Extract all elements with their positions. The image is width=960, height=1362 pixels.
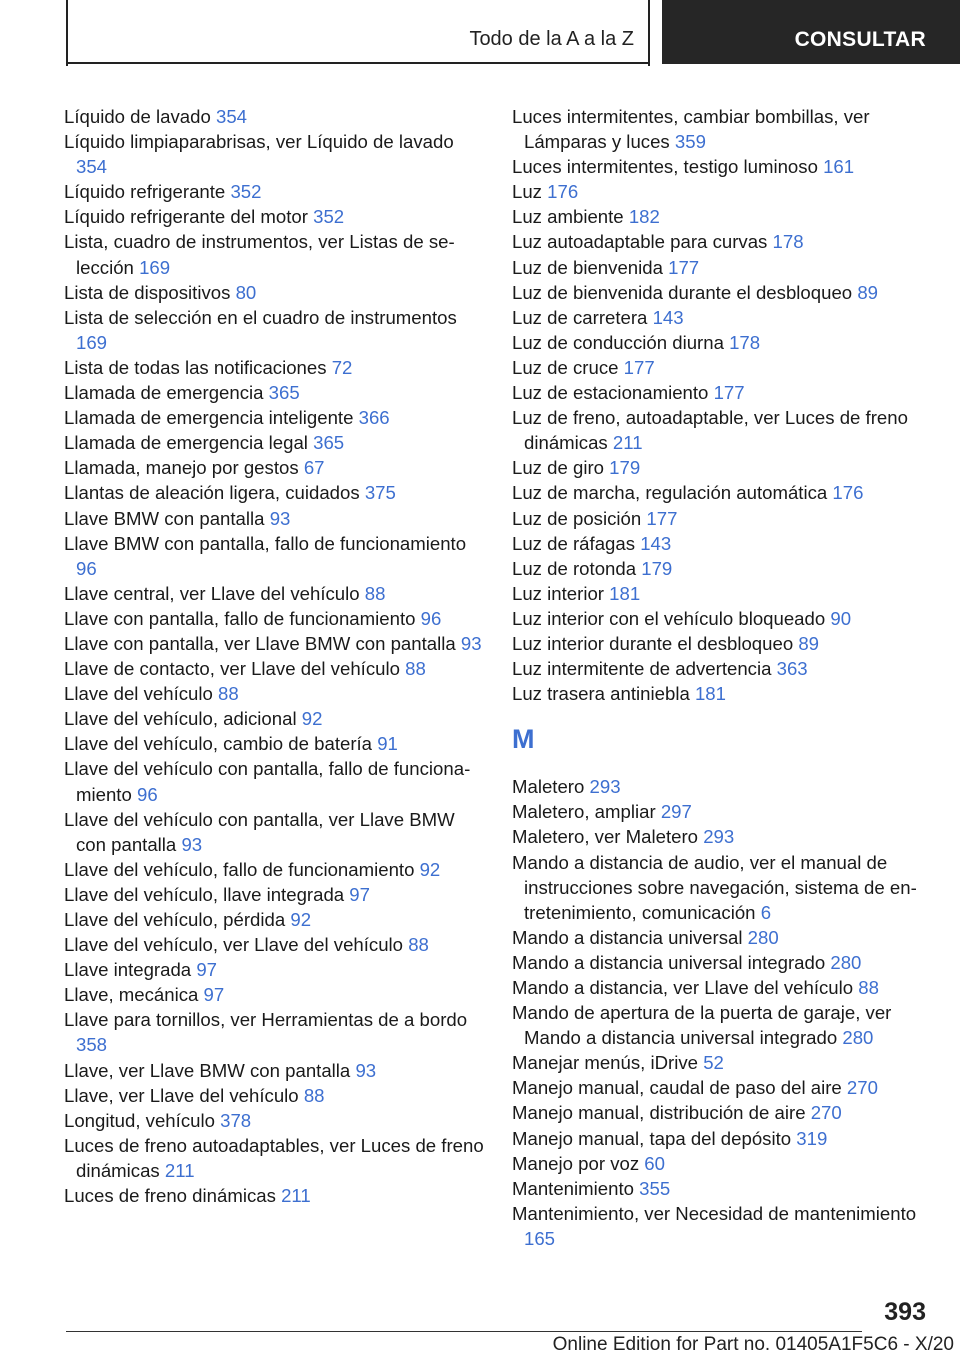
index-entry <box>512 104 942 154</box>
index-page-link[interactable]: 88 <box>858 977 879 998</box>
index-entry-text: Lista de selección en el cuadro de instrumentos <box>64 306 457 328</box>
index-page-link[interactable]: 60 <box>644 1152 665 1174</box>
index-entry <box>512 1075 942 1100</box>
index-entry-text: Líquido refrigerante del motor <box>64 206 308 228</box>
index-page-link[interactable]: 92 <box>419 858 441 880</box>
index-entry <box>512 1151 942 1176</box>
index-page-link[interactable]: 177 <box>646 507 678 529</box>
index-page-link[interactable]: 96 <box>136 783 158 805</box>
index-entry-text: Llave del vehículo con pantalla, ver Llave BMW con pantalla <box>64 808 455 855</box>
page-number: 393 <box>884 1298 926 1326</box>
index-entry-text: Luz <box>512 181 542 203</box>
index-column-right <box>512 104 942 1251</box>
index-page-link[interactable]: 179 <box>641 557 673 579</box>
tab-todo-a-z-label: Todo de la A a la Z <box>469 28 634 50</box>
index-entry <box>512 774 942 799</box>
index-entry-text: Luces intermitentes, cambiar bombillas, ver Lámparas y luces <box>512 106 870 153</box>
index-entry-text: Luz de posición <box>512 507 642 529</box>
index-entry <box>512 1126 942 1151</box>
footer-edition <box>0 1334 960 1356</box>
index-entry-text: Lista de dispositivos <box>64 281 231 303</box>
index-entry <box>512 581 942 606</box>
index-entry <box>512 506 942 531</box>
index-entry <box>64 581 484 606</box>
index-page-link[interactable]: 169 <box>76 331 108 353</box>
index-entry-text: Llave del vehículo, llave integrada <box>64 883 345 905</box>
index-entry <box>64 907 484 932</box>
index-entry <box>512 631 942 656</box>
index-entry-text: Llave con pantalla, fallo de funcionamiento <box>64 607 416 629</box>
index-entry <box>64 1058 484 1083</box>
index-entry <box>512 380 942 405</box>
index-entry <box>512 480 942 505</box>
index-entry <box>512 531 942 556</box>
index-page-link[interactable]: 319 <box>796 1127 828 1149</box>
index-page-link[interactable]: 165 <box>524 1227 556 1249</box>
index-entry <box>512 925 942 950</box>
index-page-link[interactable]: 270 <box>810 1102 842 1124</box>
index-entry-text: Llave BMW con pantalla, fallo de funcionamiento <box>64 532 467 554</box>
index-entry-text: Líquido limpiaparabrisas, ver Líquido de lavado <box>64 131 454 153</box>
index-entry-text: Mando a distancia universal integrado <box>512 951 826 973</box>
index-entry <box>64 305 484 355</box>
index-page-link[interactable]: 92 <box>301 708 323 730</box>
index-page-link[interactable]: 88 <box>408 934 429 956</box>
index-entry-text: Mando a distancia de audio, ver el manual de instrucciones sobre navegación, sistema de entretenimiento, comunicación <box>512 851 917 923</box>
index-entry <box>64 681 484 706</box>
index-entry <box>64 882 484 907</box>
index-entry-text: Lista de todas las notificaciones <box>64 356 327 378</box>
index-entry-text: Manejo por voz <box>512 1152 640 1174</box>
index-entry-text: Mantenimiento, ver Necesidad de mantenimiento <box>512 1202 917 1224</box>
index-entry <box>512 1000 942 1050</box>
index-entry <box>64 982 484 1007</box>
index-entry <box>512 681 942 706</box>
index-entry-text: Mantenimiento <box>512 1177 634 1199</box>
index-page-link[interactable]: 352 <box>230 181 262 203</box>
index-page-link[interactable]: 211 <box>164 1159 195 1181</box>
index-entry <box>512 179 942 204</box>
index-page-link[interactable]: 89 <box>798 632 820 654</box>
index-entry <box>64 857 484 882</box>
index-entry <box>512 824 942 849</box>
index-entry <box>512 799 942 824</box>
index-entry-text: Llave del vehículo, fallo de funcionamiento <box>64 858 415 880</box>
index-entry-text: Luz de cruce <box>512 356 619 378</box>
index-page-link[interactable]: 363 <box>776 658 808 680</box>
index-entry-text: Lista, cuadro de instrumentos, ver Listas de selección <box>64 231 455 278</box>
tab-consultar-label: CONSULTAR <box>794 28 926 51</box>
index-entry <box>64 229 484 279</box>
index-entry <box>64 606 484 631</box>
index-entry-text: Luz de rotonda <box>512 557 637 579</box>
index-page-link[interactable]: 378 <box>220 1109 252 1131</box>
index-page-link[interactable]: 354 <box>215 106 248 127</box>
index-entry-text: Luz ambiente <box>512 206 624 228</box>
index-page-link[interactable]: 178 <box>772 231 804 253</box>
index-entry <box>64 455 484 480</box>
index-entry-text: Llave del vehículo <box>64 683 213 705</box>
index-entry-text: Luz intermitente de advertencia <box>512 658 772 680</box>
index-entry-text: Llave para tornillos, ver Herramientas de a bordo <box>64 1009 468 1031</box>
index-entry-text: Maletero, ampliar <box>512 801 656 823</box>
footer-edition-text: Online Edition for Part no. 01405A1F5C6 - X/20 <box>552 1334 954 1355</box>
index-page-link[interactable]: 88 <box>405 658 426 680</box>
index-entry-text: Maletero <box>512 776 585 798</box>
index-entry <box>512 204 942 229</box>
index-page-link[interactable]: 293 <box>703 826 735 848</box>
index-page-link[interactable]: 354 <box>76 156 108 178</box>
index-entry <box>64 531 484 581</box>
index-entry-text: Llave con pantalla, ver Llave BMW con pantalla <box>64 632 456 654</box>
index-entry-text: Longitud, vehículo <box>64 1109 215 1131</box>
index-entry-text: Llantas de aleación ligera, cuidados <box>64 482 360 504</box>
index-page-link[interactable]: 143 <box>652 306 684 328</box>
index-page-link[interactable]: 176 <box>547 181 579 203</box>
index-page-link[interactable]: 178 <box>729 331 761 353</box>
index-entry-text: Líquido de lavado <box>64 106 211 127</box>
index-page-link[interactable]: 92 <box>290 909 312 930</box>
index-page-link[interactable]: 93 <box>269 507 291 529</box>
index-page-link[interactable]: 93 <box>460 632 482 654</box>
index-page-link[interactable]: 366 <box>358 407 390 429</box>
index-entry-text: Llamada, manejo por gestos <box>64 457 299 479</box>
index-entry <box>64 506 484 531</box>
index-page-link[interactable]: 161 <box>823 156 855 178</box>
index-entry-text: Luz de bienvenida <box>512 256 663 278</box>
index-page-link[interactable]: 90 <box>830 607 852 629</box>
index-page-link[interactable]: 91 <box>377 733 398 755</box>
index-page-link[interactable]: 182 <box>628 206 660 228</box>
header-tab-divider <box>648 0 650 66</box>
index-entry <box>64 430 484 455</box>
index-entry <box>64 405 484 430</box>
index-entry <box>64 706 484 731</box>
index-entry-text: Llave de contacto, ver Llave del vehículo <box>64 658 400 680</box>
index-entry-text: Mando a distancia universal <box>512 926 743 948</box>
index-entry <box>512 355 942 380</box>
index-entry-text: Luz interior durante el desbloqueo <box>512 632 794 654</box>
index-page-link[interactable]: 143 <box>640 532 672 554</box>
index-page-link[interactable]: 97 <box>349 883 370 905</box>
index-entry-text: Llamada de emergencia <box>64 382 264 404</box>
index-entry-text: Maletero, ver Maletero <box>512 826 699 848</box>
index-entry-text: Luz de ráfagas <box>512 532 636 554</box>
index-entry-text: Luz interior con el vehículo bloqueado <box>512 607 826 629</box>
index-entry <box>64 957 484 982</box>
index-entry-text: Manejo manual, distribución de aire <box>512 1102 806 1124</box>
index-entry <box>64 129 484 179</box>
index-page-link[interactable]: 352 <box>313 206 345 228</box>
index-entry-text: Luz de freno, autoadaptable, ver Luces de freno dinámicas <box>512 407 908 454</box>
index-entry-text: Luz de giro <box>512 457 604 479</box>
index-entry <box>64 631 484 656</box>
index-page-link[interactable]: 270 <box>846 1077 878 1099</box>
index-page-link[interactable]: 96 <box>76 557 97 579</box>
index-page-link[interactable]: 176 <box>832 482 864 504</box>
index-entry <box>512 280 942 305</box>
index-page-link[interactable]: 97 <box>203 984 225 1006</box>
index-entry-text: Luz de bienvenida durante el desbloqueo <box>512 281 853 303</box>
index-entry <box>64 104 484 129</box>
index-page-link[interactable]: 280 <box>842 1027 874 1049</box>
index-entry <box>64 179 484 204</box>
index-entry-text: Manejo manual, tapa del depósito <box>512 1127 792 1149</box>
index-entry <box>64 1083 484 1108</box>
index-entry-text: Mando de apertura de la puerta de garaje, ver Mando a distancia universal integrado <box>512 1002 892 1049</box>
index-page-link[interactable]: 80 <box>235 281 257 303</box>
index-entry <box>64 756 484 806</box>
index-entry <box>512 656 942 681</box>
index-entry <box>512 850 942 925</box>
index-entry <box>64 1108 484 1133</box>
index-page-link[interactable]: 280 <box>747 926 779 948</box>
index-page-link[interactable]: 297 <box>660 801 692 823</box>
index-page-link[interactable]: 280 <box>830 951 862 973</box>
index-entry-text: Luz autoadaptable para curvas <box>512 231 768 253</box>
index-entry-text: Llave integrada <box>64 959 192 981</box>
index-page-link[interactable]: 52 <box>703 1052 724 1074</box>
index-entry-text: Llave del vehículo, pérdida <box>64 909 286 930</box>
index-entry-text: Luces de freno autoadaptables, ver Luces de freno dinámicas <box>64 1134 484 1181</box>
index-page-link[interactable]: 67 <box>303 457 325 479</box>
index-entry <box>512 255 942 280</box>
index-entry-text: Llamada de emergencia inteligente <box>64 407 354 429</box>
index-page-link[interactable]: 6 <box>760 901 772 923</box>
index-page-link[interactable]: 355 <box>639 1177 671 1199</box>
index-entry-text: Llave, ver Llave del vehículo <box>64 1084 299 1106</box>
index-entry <box>64 932 484 957</box>
index-entry-text: Manejo manual, caudal de paso del aire <box>512 1077 842 1099</box>
index-entry <box>512 975 942 1000</box>
index-entry <box>512 305 942 330</box>
index-page-link[interactable]: 211 <box>612 432 643 454</box>
index-entry <box>512 1176 942 1201</box>
index-page-link[interactable]: 179 <box>609 457 641 479</box>
index-entry <box>64 204 484 229</box>
index-page-link[interactable]: 359 <box>674 131 706 153</box>
index-entry-text: Manejar menús, iDrive <box>512 1052 699 1074</box>
index-column-left <box>64 104 484 1208</box>
index-page-link[interactable]: 93 <box>181 833 203 855</box>
index-entry-text: Llave del vehículo, cambio de batería <box>64 733 373 755</box>
index-page-link[interactable]: 365 <box>313 432 345 454</box>
index-entry-text: Llave del vehículo, adicional <box>64 708 297 730</box>
index-page-link[interactable]: 96 <box>420 607 442 629</box>
index-page-link[interactable]: 93 <box>355 1059 377 1081</box>
index-page-link[interactable]: 181 <box>609 582 641 604</box>
index-page-link[interactable]: 365 <box>268 382 300 404</box>
index-entry-text: Líquido refrigerante <box>64 181 226 203</box>
index-entry-text: Llave BMW con pantalla <box>64 507 265 529</box>
index-entry-text: Luz de carretera <box>512 306 648 328</box>
index-entry <box>512 455 942 480</box>
index-entry-text: Llave del vehículo con pantalla, fallo de funcionamiento <box>64 758 471 805</box>
index-page-link[interactable]: 72 <box>331 356 353 378</box>
index-entry <box>512 1050 942 1075</box>
index-entry <box>512 950 942 975</box>
index-entry <box>512 606 942 631</box>
index-entry <box>512 154 942 179</box>
index-entry <box>64 656 484 681</box>
index-entry-text: Llave, mecánica <box>64 984 199 1006</box>
index-page-link[interactable]: 88 <box>218 683 239 705</box>
index-entry <box>64 731 484 756</box>
index-page-link[interactable]: 293 <box>589 776 621 798</box>
index-page-link[interactable]: 358 <box>76 1034 108 1056</box>
index-page-link[interactable]: 375 <box>364 482 396 504</box>
index-entry <box>64 1183 484 1208</box>
index-entry <box>512 556 942 581</box>
index-page-link[interactable]: 97 <box>196 959 218 981</box>
index-entry-text: Luces intermitentes, testigo luminoso <box>512 156 818 178</box>
index-page-link[interactable]: 169 <box>139 256 171 278</box>
index-page-link[interactable]: 211 <box>281 1185 311 1207</box>
index-page-link[interactable]: 89 <box>857 281 878 303</box>
index-entry-text: Llamada de emergencia legal <box>64 432 308 454</box>
index-entry-text: Luz trasera antiniebla <box>512 683 690 705</box>
index-entry <box>512 405 942 455</box>
index-entry-text: Llave, ver Llave BMW con pantalla <box>64 1059 351 1081</box>
index-page-link[interactable]: 181 <box>694 683 726 705</box>
index-page-link[interactable]: 177 <box>713 382 745 404</box>
index-page-link[interactable]: 88 <box>364 582 386 604</box>
index-entry-text: Luces de freno dinámicas <box>64 1185 276 1207</box>
index-entry-text: Llave central, ver Llave del vehículo <box>64 582 360 604</box>
index-entry-text: Luz de conducción diurna <box>512 331 724 353</box>
footer-rule <box>66 1331 862 1332</box>
index-entry <box>64 807 484 857</box>
index-entry <box>64 1007 484 1057</box>
tab-consultar[interactable] <box>662 0 960 64</box>
index-entry-text: Mando a distancia, ver Llave del vehículo <box>512 977 854 998</box>
index-entry <box>512 330 942 355</box>
index-entry <box>64 355 484 380</box>
index-entry <box>64 380 484 405</box>
index-entry-text: Luz interior <box>512 582 604 604</box>
index-entry-text: Luz de estacionamiento <box>512 382 709 404</box>
index-page-link[interactable]: 177 <box>623 356 655 378</box>
index-entry <box>512 1100 942 1125</box>
index-entry-text: Luz de marcha, regulación automática <box>512 482 828 504</box>
tab-todo-a-z[interactable] <box>66 0 648 64</box>
index-entry <box>512 229 942 254</box>
index-page-link[interactable]: 177 <box>668 256 700 278</box>
index-entry-text: Llave del vehículo, ver Llave del vehículo <box>64 934 404 956</box>
index-page-link[interactable]: 88 <box>303 1084 325 1106</box>
index-entry <box>64 480 484 505</box>
index-entry <box>512 1201 942 1251</box>
section-letter-m: M <box>512 724 535 755</box>
index-entry <box>64 280 484 305</box>
index-entry <box>64 1133 484 1183</box>
